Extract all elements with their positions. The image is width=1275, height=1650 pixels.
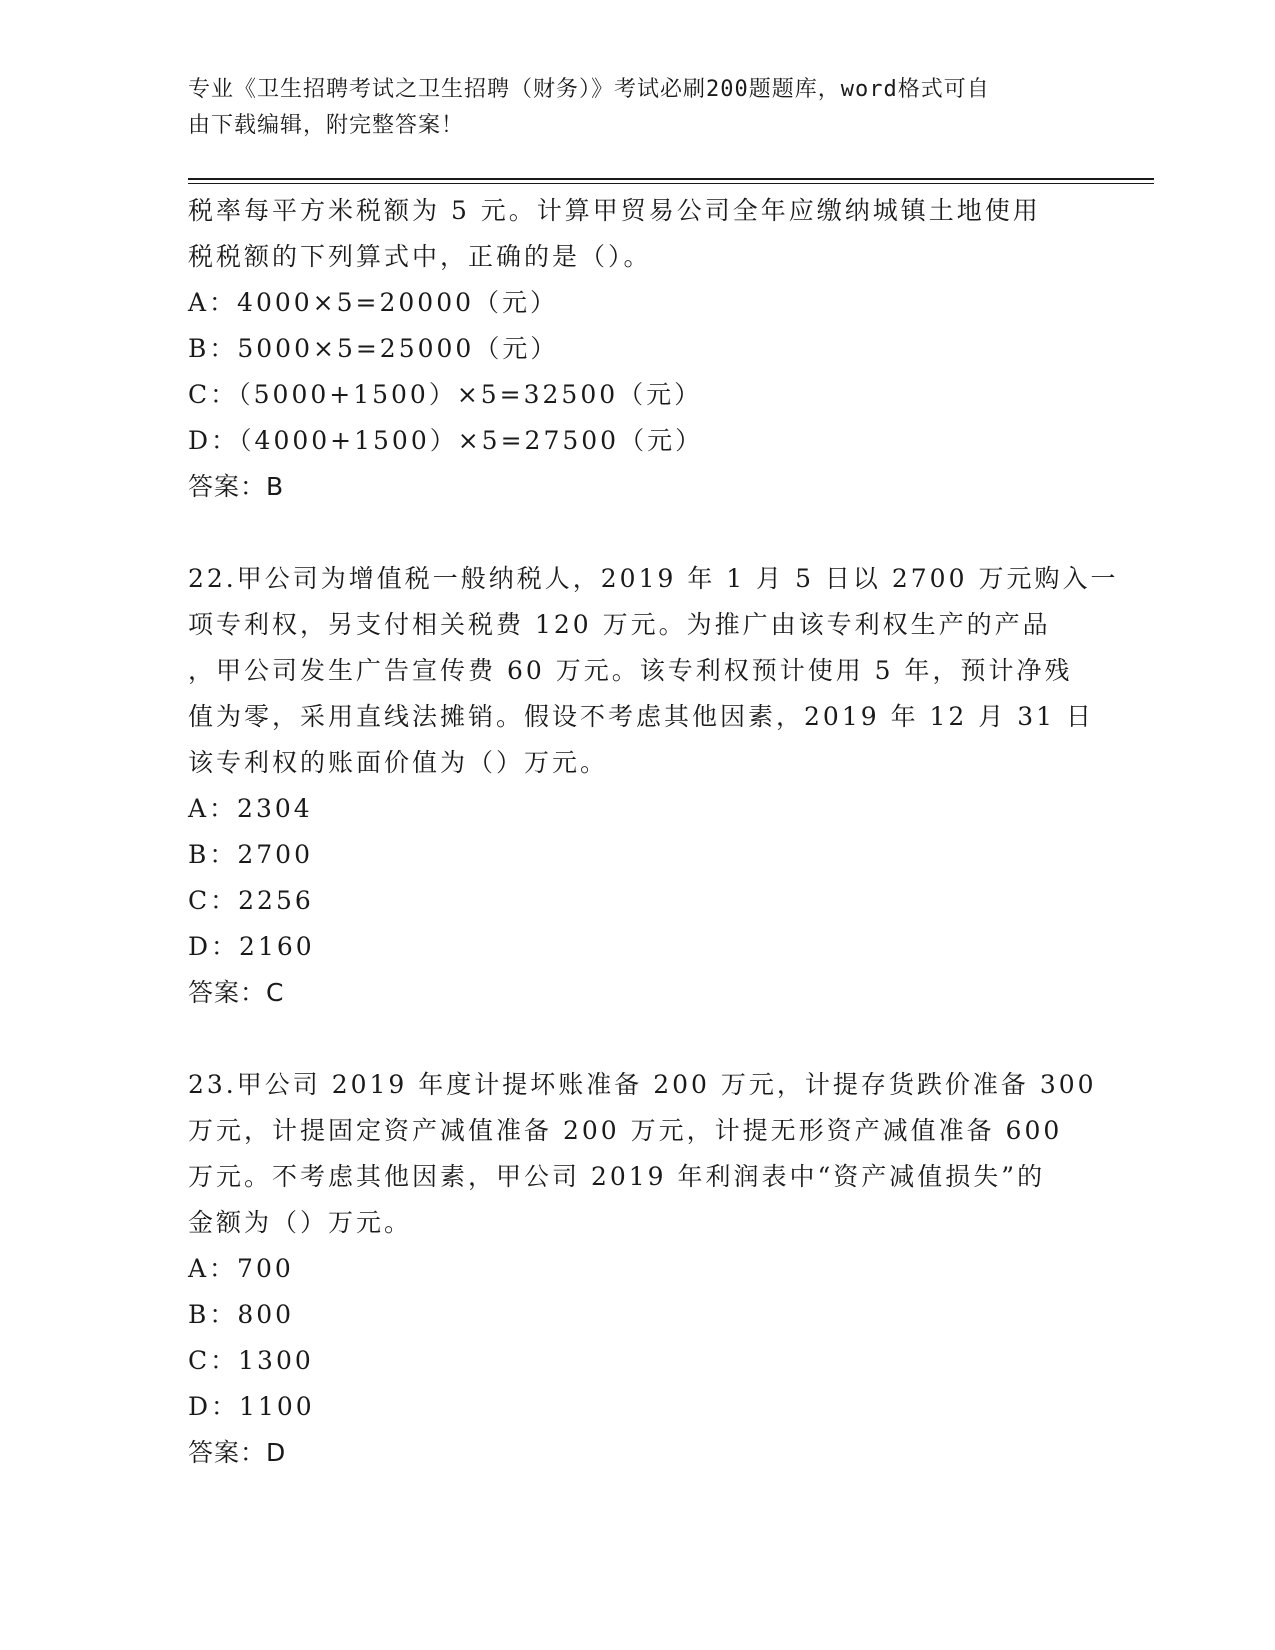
option-b: B：2700 [188,840,313,869]
document-header [188,72,1068,144]
option-b: B：5000×5=25000（元） [188,334,559,363]
spacer [188,510,1078,556]
question-text-line: 税率每平方米税额为 5 元。计算甲贸易公司全年应缴纳城镇土地使用 [188,196,1041,225]
answer-label: 答案：C [188,978,285,1007]
header-line-1: 专业《卫生招聘考试之卫生招聘（财务）》考试必刷200题题库，word格式可自 [188,77,990,102]
option-c: C：1300 [188,1346,314,1375]
question-text-line: 万元，计提固定资产减值准备 200 万元，计提无形资产减值准备 600 [188,1116,1063,1145]
question-22 [188,556,1119,1016]
question-text-line: 该专利权的账面价值为（）万元。 [188,748,609,777]
option-c: C：（5000+1500）×5=32500（元） [188,380,703,409]
option-d: D：2160 [188,932,315,961]
answer-label: 答案：B [188,472,285,501]
question-text-line: 金额为（）万元。 [188,1208,413,1237]
question-list [188,188,1119,1476]
option-c: C：2256 [188,886,314,915]
question-text-line: 项专利权，另支付相关税费 120 万元。为推广由该专利权生产的产品 [188,610,1051,639]
question-text-line: 税税额的下列算式中，正确的是（）。 [188,242,652,271]
header-line-2: 由下载编辑，附完整答案！ [188,113,465,138]
question-23 [188,1062,1097,1476]
option-a: A：2304 [188,794,313,823]
question-21 [188,188,1078,510]
answer-label: 答案：D [188,1438,287,1467]
option-b: B：800 [188,1300,295,1329]
option-d: D：1100 [188,1392,315,1421]
question-text-line: 22.甲公司为增值税一般纳税人，2019 年 1 月 5 日以 2700 万元购入一 [188,564,1119,593]
option-a: A：700 [188,1254,294,1283]
option-a: A：4000×5=20000（元） [188,288,559,317]
question-text-line: ，甲公司发生广告宣传费 60 万元。该专利权预计使用 5 年，预计净残 [188,656,1073,685]
option-d: D：（4000+1500）×5=27500（元） [188,426,704,455]
header-divider-thick [188,178,1154,180]
header-divider-thin [188,183,1154,184]
question-text-line: 23.甲公司 2019 年度计提坏账准备 200 万元，计提存货跌价准备 300 [188,1070,1097,1099]
question-text-line: 万元。不考虑其他因素，甲公司 2019 年利润表中“资产减值损失”的 [188,1162,1046,1191]
spacer [188,1016,1078,1062]
question-text-line: 值为零，采用直线法摊销。假设不考虑其他因素，2019 年 12 月 31 日 [188,702,1094,731]
